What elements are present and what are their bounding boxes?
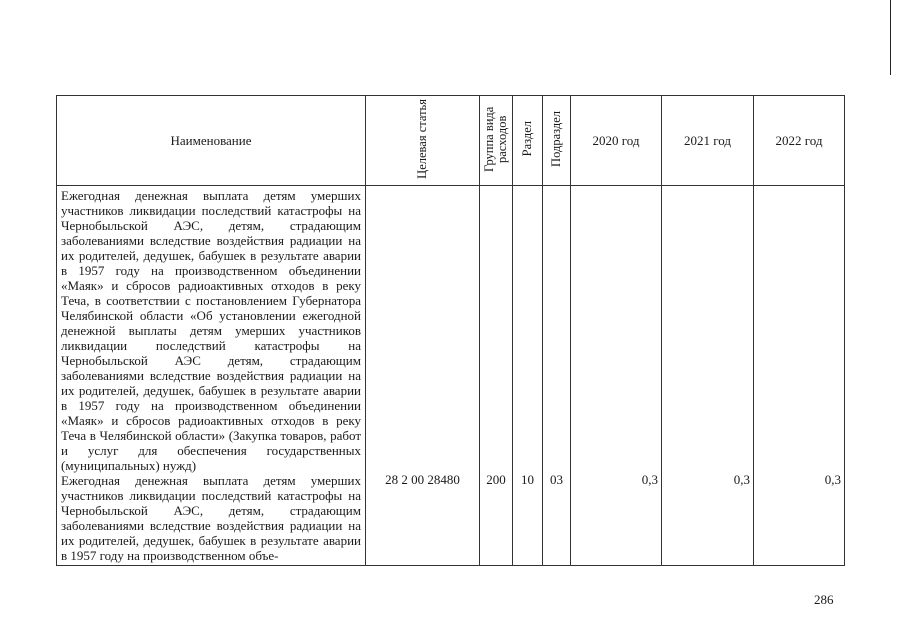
header-year-2021: 2021 год xyxy=(662,96,754,186)
table-row xyxy=(57,186,845,566)
row-section: 10 xyxy=(513,186,543,566)
header-target-article: Целевая статья xyxy=(366,96,480,186)
row-target-article: 28 2 00 28480 xyxy=(366,186,480,566)
table-header-row xyxy=(57,96,845,186)
page-number: 286 xyxy=(814,592,834,607)
row-subsection: 03 xyxy=(543,186,571,566)
row-name-continued: Ежегодная денежная выплата детям умерших участников ликвидации последствий катастрофы на Чернобыльской АЭС, детям, страдающим заболеваниями вследствие воздействия радиации на их родителей, дедушек, бабушек в результате аварии в 1957 году на производственном объе- xyxy=(61,473,361,563)
row-name: Ежегодная денежная выплата детям умерших участников ликвидации последствий катастрофы на Чернобыльской АЭС, детям, страдающим заболеваниями вследствие воздействия радиации на их родителей, дедушек, бабушек в результате аварии в 1957 году на производственном объединении «Маяк» и сбросов радиоактивных отходов в реку Теча, в соответствии с постановлением Губернатора Челябинской области «Об установлении ежегодной денежной выплаты детям умерших участников ликвидации последствий катастрофы на Чернобыльской АЭС детям, страдающим заболеваниями вследствие воздействия радиации на их родителей, дедушек, бабушек в результате аварии в 1957 году на производственном объединении «Маяк» и сбросов радиоактивных отходов в реку Теча в Челябинской области» (Закупка товаров, работ и услуг для обеспечения государственных (муниципальных) нужд) Ежегодная денежная выплата детям умерших участников ликвидации последствий катастрофы на Чернобыльской АЭС, детям, страдающим заболеваниями вследствие воздействия радиации на их родителей, дедушек, бабушек в результате аварии в 1957 году на производственном объе- xyxy=(57,186,366,566)
header-name: Наименование xyxy=(57,96,366,186)
budget-table xyxy=(56,95,845,566)
header-year-2020: 2020 год xyxy=(571,96,662,186)
row-year-2022: 0,3 xyxy=(754,186,845,566)
margin-rule xyxy=(890,0,891,75)
header-section: Раздел xyxy=(513,96,543,186)
row-year-2021: 0,3 xyxy=(662,186,754,566)
header-subsection: Подраздел xyxy=(543,96,571,186)
row-year-2020: 0,3 xyxy=(571,186,662,566)
header-year-2022: 2022 год xyxy=(754,96,845,186)
header-expense-group: Группа вида расходов xyxy=(480,96,513,186)
row-expense-group: 200 xyxy=(480,186,513,566)
